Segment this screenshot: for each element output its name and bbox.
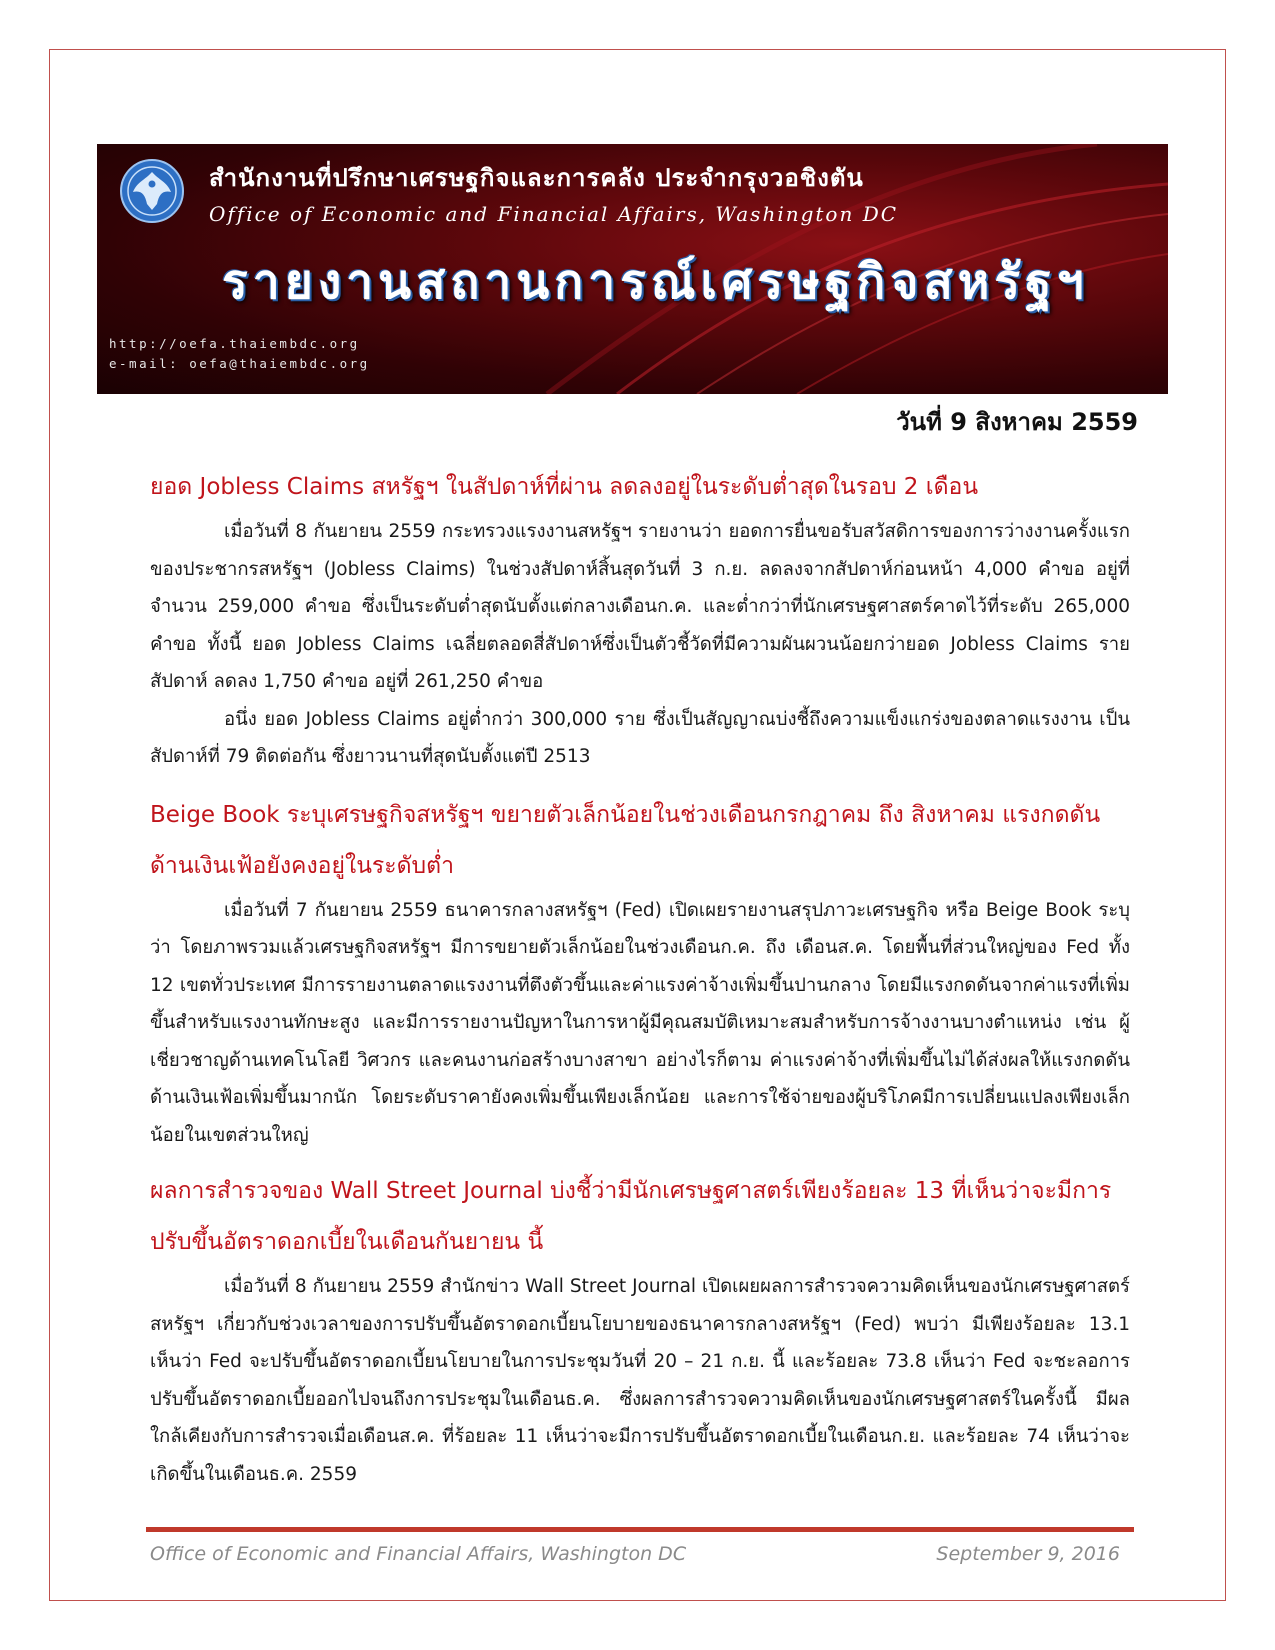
footer-office: Office of Economic and Financial Affairs, Washington DC	[150, 1543, 687, 1565]
email-link[interactable]: e-mail: oefa@thaiembdc.org	[109, 356, 370, 371]
section-jobless-claims	[150, 462, 1130, 776]
section-heading: ยอด Jobless Claims สหรัฐฯ ในสัปดาห์ที่ผ่าน ลดลงอยู่ในระดับต่ำสุดในรอบ 2 เดือน	[150, 474, 979, 500]
footer-date: September 9, 2016	[936, 1543, 1120, 1565]
section-paragraph: เมื่อวันที่ 7 กันยายน 2559 ธนาคารกลางสหรัฐฯ (Fed) เปิดเผยรายงานสรุปภาวะเศรษฐกิจ หรือ Beige Book ระบุว่า โดยภาพรวมแล้วเศรษฐกิจสหรัฐฯ มีการขยายตัวเล็กน้อยในช่วงเดือนก.ค. ถึง เดือนส.ค. โดยพื้นที่ส่วนใหญ่ของ Fed ทั้ง 12 เขตทั่วประเทศ มีการรายงานตลาดแรงงานที่ตึงตัวขึ้นและค่าแรงค่าจ้างเพิ่มขึ้นปานกลาง โดยมีแรงกดดันจากค่าแรงที่เพิ่มขึ้นสำหรับแรงงานทักษะสูง และมีการรายงานปัญหาในการหาผู้มีคุณสมบัติเหมาะสมสำหรับการจ้างงานบางตำแหน่ง เช่น ผู้เชี่ยวชาญด้านเทคโนโลยี วิศวกร และคนงานก่อสร้างบางสาขา อย่างไรก็ตาม ค่าแรงค่าจ้างที่เพิ่มขึ้นไม่ได้ส่งผลให้แรงกดดันด้านเงินเฟ้อเพิ่มขึ้นมากนัก โดยระดับราคายังคงเพิ่มขึ้นเพียงเล็กน้อย และการใช้จ่ายของผู้บริโภคมีการเปลี่ยนแปลงเพียงเล็กน้อยในเขตส่วนใหญ่	[150, 899, 1130, 1146]
section-heading: Beige Book ระบุเศรษฐกิจสหรัฐฯ ขยายตัวเล็กน้อยในช่วงเดือนกรกฎาคม ถึง สิงหาคม แรงกดดันด้านเงินเฟ้อยังคงอยู่ในระดับต่ำ	[150, 801, 1101, 879]
section-paragraph: อนึ่ง ยอด Jobless Claims อยู่ต่ำกว่า 300,000 ราย ซึ่งเป็นสัญญาณบ่งชี้ถึงความแข็งแกร่งของตลาดแรงงาน เป็นสัปดาห์ที่ 79 ติดต่อกัน ซึ่งยาวนานที่สุดนับตั้งแต่ปี 2513	[150, 708, 1130, 767]
section-heading: ผลการสำรวจของ Wall Street Journal บ่งชี้ว่ามีนักเศรษฐศาสตร์เพียงร้อยละ 13 ที่เห็นว่าจะมีการปรับขึ้นอัตราดอกเบี้ยในเดือนกันยายน นี้	[150, 1178, 1112, 1255]
website-link[interactable]: http://oefa.thaiembdc.org	[109, 336, 360, 351]
office-name-english: Office of Economic and Financial Affairs, Washington DC	[209, 202, 899, 226]
footer-divider	[146, 1527, 1134, 1532]
report-title: รายงานสถานการณ์เศรษฐกิจสหรัฐฯ	[222, 254, 1089, 310]
section-beige-book	[150, 790, 1130, 1155]
report-date: วันที่ 9 สิงหาคม 2559	[896, 408, 1138, 436]
office-name-thai: สำนักงานที่ปรึกษาเศรษฐกิจและการคลัง ประจำกรุงวอชิงตัน	[209, 163, 864, 192]
garuda-seal-icon	[119, 158, 185, 224]
section-paragraph: เมื่อวันที่ 8 กันยายน 2559 สำนักข่าว Wall Street Journal เปิดเผยผลการสำรวจความคิดเห็นของนักเศรษฐศาสตร์สหรัฐฯ เกี่ยวกับช่วงเวลาของการปรับขึ้นอัตราดอกเบี้ยนโยบายของธนาคารกลางสหรัฐฯ (Fed) พบว่า มีเพียงร้อยละ 13.1 เห็นว่า Fed จะปรับขึ้นอัตราดอกเบี้ยนโยบายในการประชุมวันที่ 20 – 21 ก.ย. นี้ และร้อยละ 73.8 เห็นว่า Fed จะชะลอการปรับขึ้นอัตราดอกเบี้ยออกไปจนถึงการประชุมในเดือนธ.ค. ซึ่งผลการสำรวจความคิดเห็นของนักเศรษฐศาสตร์ในครั้งนี้ มีผลใกล้เคียงกับการสำรวจเมื่อเดือนส.ค. ที่ร้อยละ 11 เห็นว่าจะมีการปรับขึ้นอัตราดอกเบี้ยในเดือนก.ย. และร้อยละ 74 เห็นว่าจะเกิดขึ้นในเดือนธ.ค. 2559	[150, 1276, 1130, 1485]
section-paragraph: เมื่อวันที่ 8 กันยายน 2559 กระทรวงแรงงานสหรัฐฯ รายงานว่า ยอดการยื่นขอรับสวัสดิการของการว่างงานครั้งแรกของประชากรสหรัฐฯ (Jobless Claims) ในช่วงสัปดาห์สิ้นสุดวันที่ 3 ก.ย. ลดลงจากสัปดาห์ก่อนหน้า 4,000 คำขอ อยู่ที่จำนวน 259,000 คำขอ ซึ่งเป็นระดับต่ำสุดนับตั้งแต่กลางเดือนก.ค. และต่ำกว่าที่นักเศรษฐศาสตร์คาดไว้ที่ระดับ 265,000 คำขอ ทั้งนี้ ยอด Jobless Claims เฉลี่ยตลอดสี่สัปดาห์ซึ่งเป็นตัวชี้วัดที่มีความผันผวนน้อยกว่ายอด Jobless Claims รายสัปดาห์ ลดลง 1,750 คำขอ อยู่ที่ 261,250 คำขอ	[150, 521, 1130, 692]
section-wsj-survey	[150, 1166, 1130, 1493]
report-body	[150, 462, 1130, 1493]
header-banner	[97, 144, 1168, 394]
